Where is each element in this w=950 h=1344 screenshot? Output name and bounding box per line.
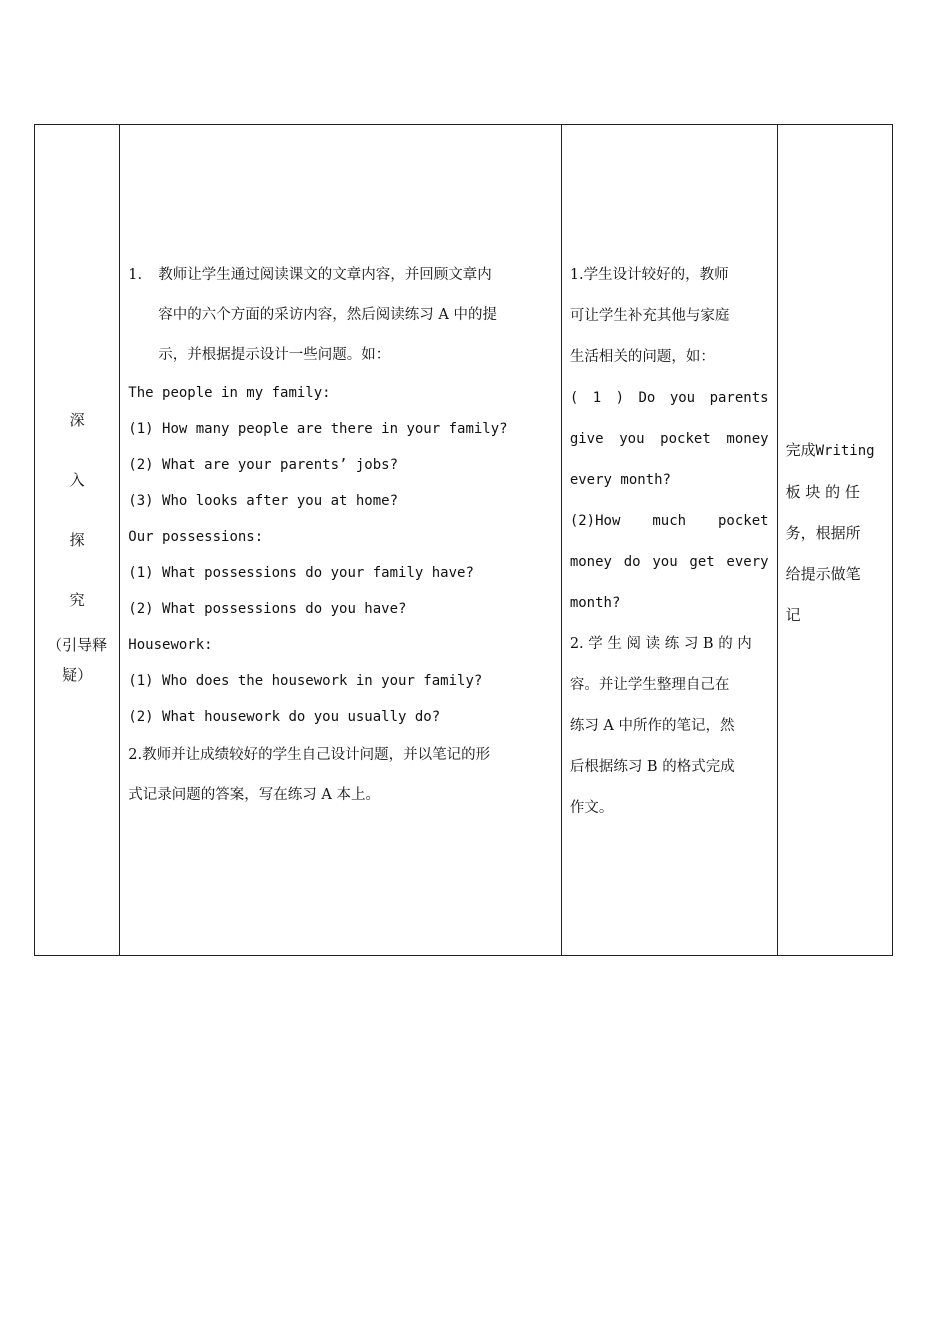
question-line: (2) What are your parents’ jobs?: [128, 457, 399, 473]
stage-char: 入: [69, 471, 85, 489]
question-line: (2) What housework do you usually do?: [128, 709, 441, 725]
stage-char: 探: [69, 531, 85, 549]
question-line: (1) What possessions do your family have?: [128, 565, 474, 581]
stage-cell: [35, 125, 120, 956]
teacher-item-2: 2.教师并让成绩较好的学生自己设计问题，并以笔记的形: [128, 747, 491, 763]
text-line: 容中的六个方面的采访内容，然后阅读练习 A 中的提: [158, 307, 497, 323]
task-line: 给提示做笔: [785, 565, 861, 583]
question-line: (2)How much pocket: [569, 513, 769, 529]
question-line: (1) How many people are there in your family?: [128, 421, 508, 437]
task-line: 板 块 的 任: [785, 483, 860, 501]
text-line: 可让学生补充其他与家庭: [569, 308, 730, 324]
section-heading: The people in my family:: [128, 385, 331, 401]
stage-subtitle: （引导释疑）: [47, 636, 108, 684]
section-heading: Our possessions:: [128, 529, 264, 545]
task-line: 务，根据所: [785, 524, 861, 542]
stage-label: [35, 125, 119, 955]
task-line: [786, 430, 886, 472]
teacher-activity-cell: [120, 125, 562, 956]
question-line: every month?: [569, 472, 671, 488]
question-line: money do you get every: [569, 554, 769, 570]
text-line: 练习 A 中所作的笔记，然: [569, 718, 735, 734]
task-keyword: Writing: [815, 443, 875, 459]
text-line: 作文。: [569, 800, 614, 816]
student-activity-cell: [561, 125, 777, 956]
question-line: (2) What possessions do you have?: [128, 601, 407, 617]
task-prefix: 完成: [785, 441, 816, 459]
task-cell: [777, 125, 892, 956]
lesson-plan-table: [34, 124, 893, 956]
table-row: [35, 125, 893, 956]
question-line: give you pocket money: [569, 431, 769, 447]
text-line: 式记录问题的答案，写在练习 A 本上。: [128, 787, 380, 803]
task-line: 记: [785, 606, 801, 624]
text-line: 容。并让学生整理自己在: [569, 677, 730, 693]
question-line: (3) Who looks after you at home?: [128, 493, 399, 509]
stage-char: 究: [69, 591, 85, 609]
text-line: 教师让学生通过阅读课文的文章内容，并回顾文章内: [158, 267, 492, 283]
student-item-1: 1.学生设计较好的，教师: [569, 267, 729, 283]
text-line: 示，并根据提示设计一些问题。如：: [158, 347, 391, 363]
section-heading: Housework:: [128, 637, 213, 653]
stage-char: 深: [69, 411, 85, 429]
item-number: 1.: [128, 267, 143, 283]
student-item-2: 2. 学 生 阅 读 练 习 B 的 内: [569, 636, 752, 652]
question-line: ( 1 ) Do you parents: [569, 390, 769, 406]
question-line: (1) Who does the housework in your family?: [128, 673, 483, 689]
question-line: month?: [569, 595, 621, 611]
teacher-item-1: [128, 255, 555, 295]
text-line: 后根据练习 B 的格式完成: [569, 759, 735, 775]
text-line: 生活相关的问题，如：: [569, 349, 715, 365]
